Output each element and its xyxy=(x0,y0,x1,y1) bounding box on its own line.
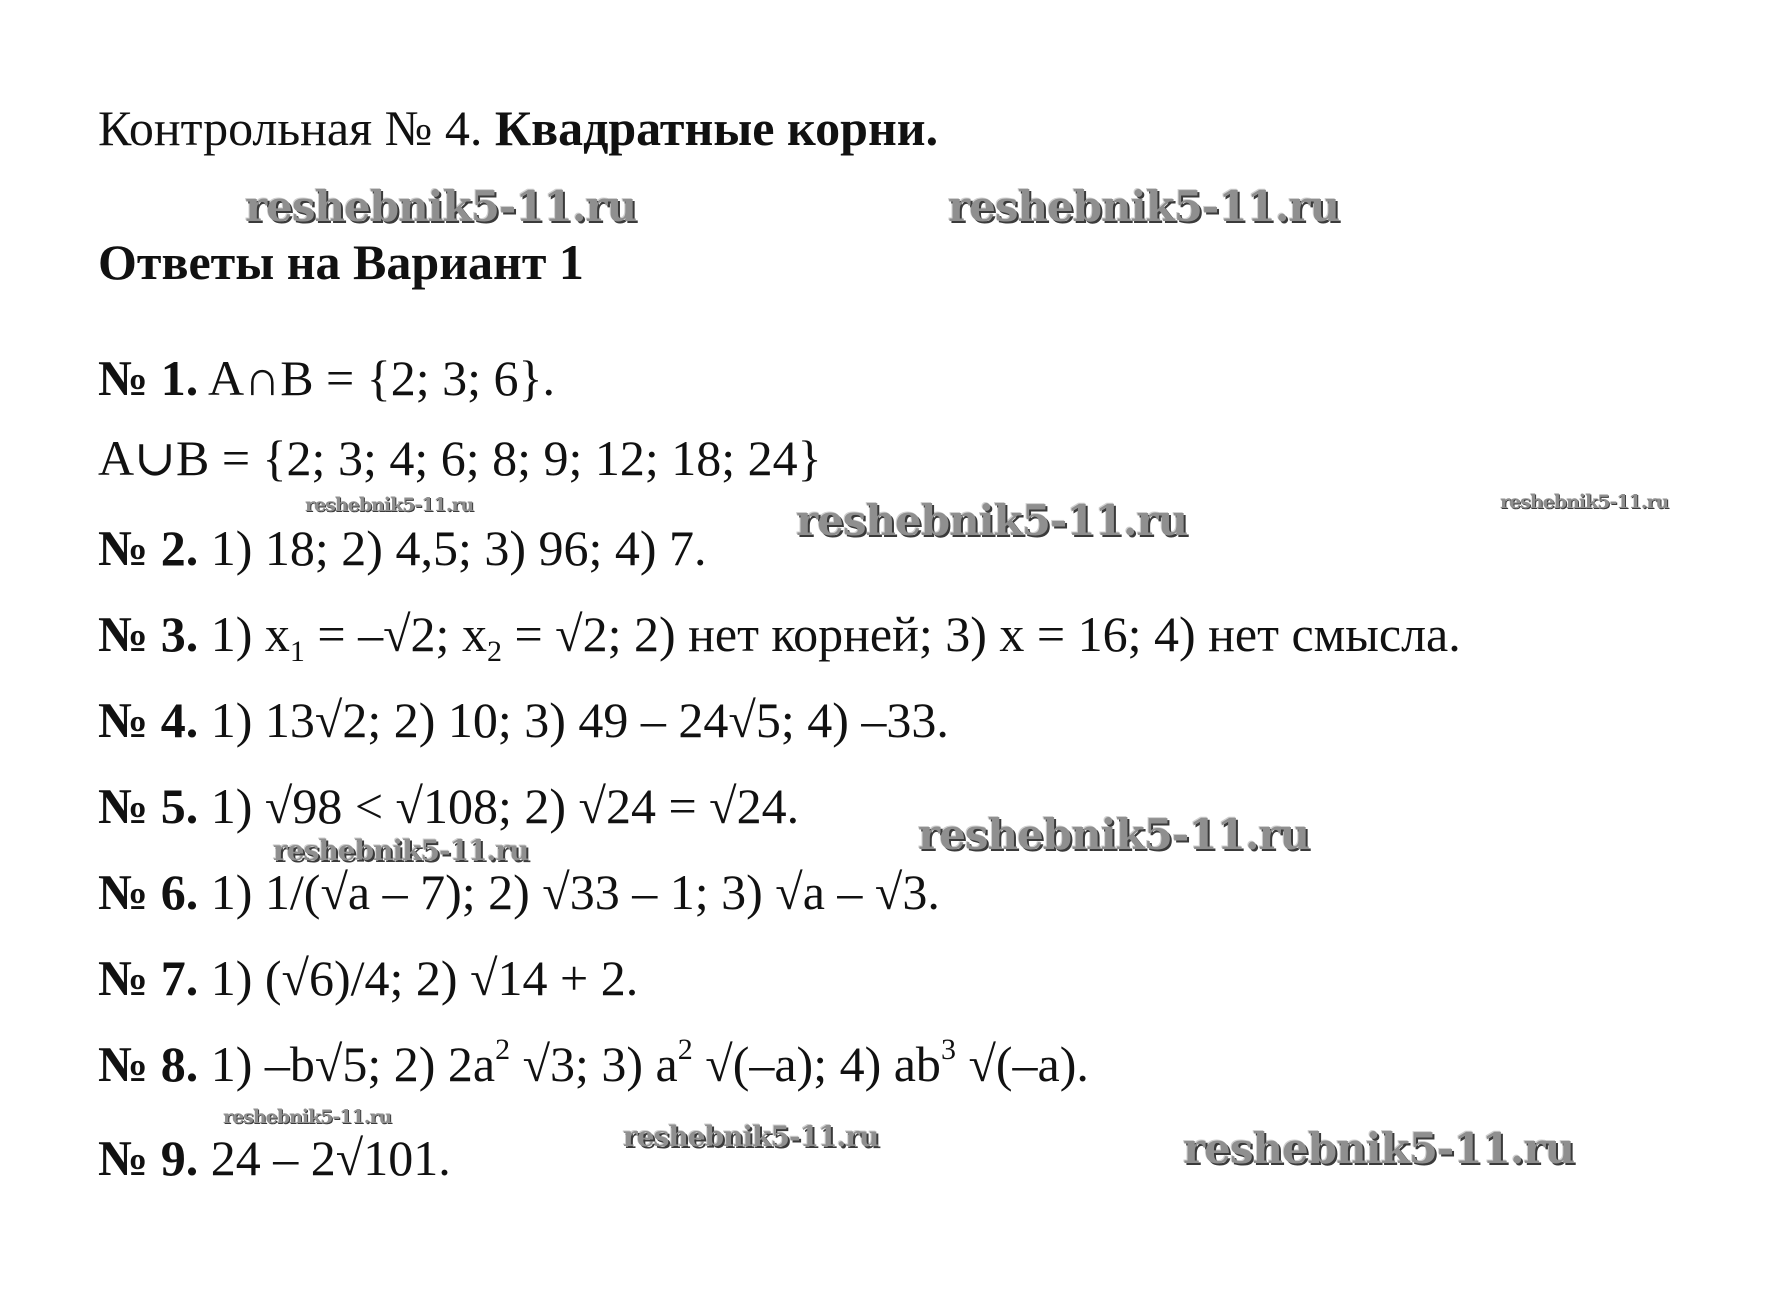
watermark: reshebnik5-11.ru xyxy=(1500,491,1669,513)
answer-text-part: 1) –b√5; 2) 2a xyxy=(198,1036,496,1092)
answer-number: № 1. xyxy=(98,350,199,406)
answer-1 xyxy=(98,348,555,408)
answer-number: № 6. xyxy=(98,864,199,920)
answer-text: 1) 18; 2) 4,5; 3) 96; 4) 7. xyxy=(198,520,707,576)
answer-number: № 8. xyxy=(98,1036,199,1092)
answer-text-part: 1) x xyxy=(198,606,290,662)
watermark: reshebnik5-11.ru xyxy=(623,1120,879,1153)
variant-heading: Ответы на Вариант 1 xyxy=(98,234,584,290)
page-title xyxy=(98,98,938,158)
subscript: 2 xyxy=(486,635,502,668)
answer-1-union xyxy=(98,428,822,488)
answer-text-part: = –√2; x xyxy=(304,606,487,662)
answer-5 xyxy=(98,776,799,836)
answer-number: № 7. xyxy=(98,950,199,1006)
answer-number: № 4. xyxy=(98,692,199,748)
answer-text: 1) 13√2; 2) 10; 3) 49 – 24√5; 4) –33. xyxy=(198,692,949,748)
answer-text: 1) (√6)/4; 2) √14 + 2. xyxy=(198,950,639,1006)
superscript: 2 xyxy=(495,1033,511,1066)
subscript: 1 xyxy=(289,635,305,668)
title-prefix: Контрольная № 4. xyxy=(98,100,495,156)
answer-text: 1) √98 < √108; 2) √24 = √24. xyxy=(198,778,800,834)
watermark: reshebnik5-11.ru xyxy=(948,182,1340,231)
superscript: 3 xyxy=(940,1033,956,1066)
answer-text: 24 – 2√101. xyxy=(198,1130,451,1186)
answer-text-part: √(–a). xyxy=(955,1036,1089,1092)
answer-text-part: √(–a); 4) ab xyxy=(692,1036,941,1092)
answer-number: № 3. xyxy=(98,606,199,662)
answer-2 xyxy=(98,518,707,578)
watermark: reshebnik5-11.ru xyxy=(796,496,1188,545)
answer-6 xyxy=(98,862,940,922)
answer-text-part: √3; 3) a xyxy=(510,1036,678,1092)
answer-text: 1) 1/(√a – 7); 2) √33 – 1; 3) √a – √3. xyxy=(198,864,940,920)
answer-4 xyxy=(98,690,949,750)
watermark: reshebnik5-11.ru xyxy=(273,834,529,867)
title-topic: Квадратные корни. xyxy=(494,100,939,156)
answer-8 xyxy=(98,1034,1089,1094)
answer-number: № 5. xyxy=(98,778,199,834)
watermark: reshebnik5-11.ru xyxy=(918,810,1310,859)
watermark: reshebnik5-11.ru xyxy=(305,494,474,516)
watermark: reshebnik5-11.ru xyxy=(245,182,637,231)
answer-3 xyxy=(98,604,1461,668)
answer-number: № 9. xyxy=(98,1130,199,1186)
watermark: reshebnik5-11.ru xyxy=(223,1106,392,1128)
superscript: 2 xyxy=(677,1033,693,1066)
answer-9 xyxy=(98,1128,451,1188)
answer-text: A∩B = {2; 3; 6}. xyxy=(198,350,556,406)
answer-text: A∪B = {2; 3; 4; 6; 8; 9; 12; 18; 24} xyxy=(98,430,822,486)
answer-number: № 2. xyxy=(98,520,199,576)
answer-text-part: = √2; 2) нет корней; 3) x = 16; 4) нет смысла. xyxy=(501,606,1461,662)
watermark: reshebnik5-11.ru xyxy=(1183,1124,1575,1173)
answer-7 xyxy=(98,948,638,1008)
